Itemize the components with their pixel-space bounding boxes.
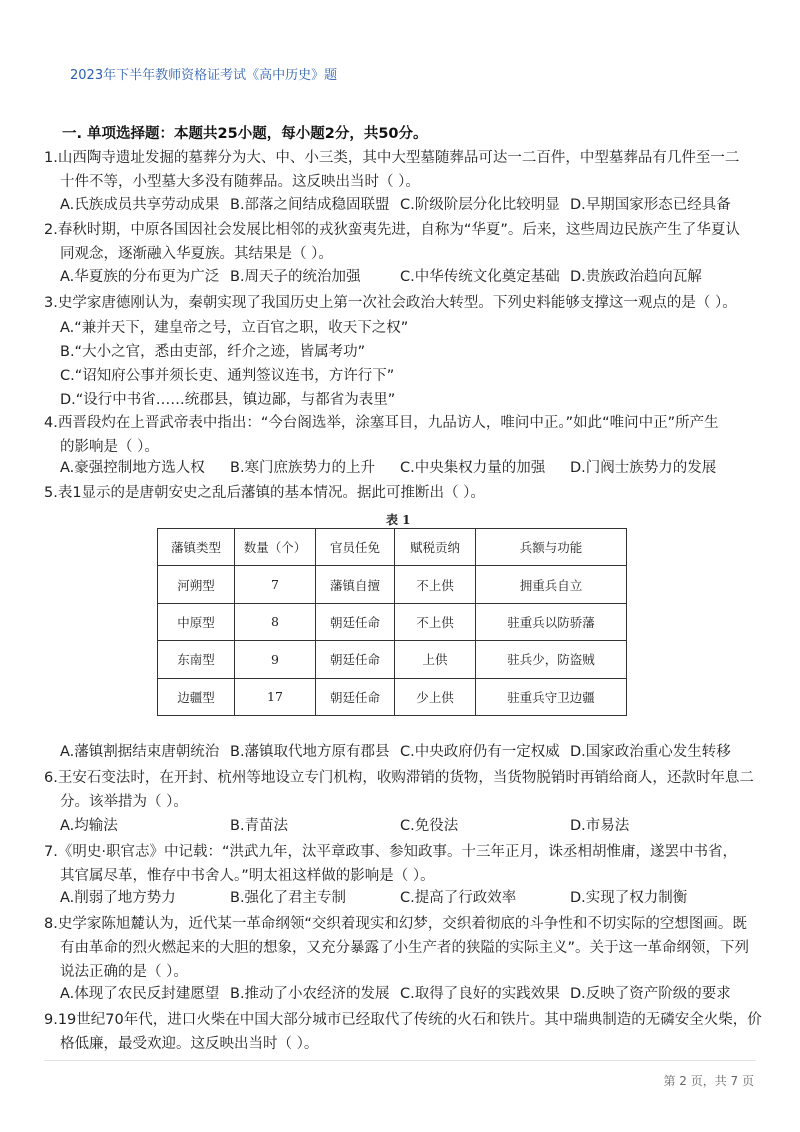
option-d[interactable]: D.门阀士族势力的发展 (570, 460, 717, 476)
option-d[interactable]: D.实现了权力制衡 (570, 890, 688, 906)
page-number: 第 2 页，共 7 页 (663, 1074, 754, 1088)
question-3-options (60, 316, 760, 412)
question-6-line-1: 6.王安石变法时，在开封、杭州等地设立专门机构，收购滞销的货物，当货物脱销时再销给商人，还款时年息二 (44, 770, 754, 786)
option-a[interactable]: A.均输法 (60, 818, 118, 834)
question-6 (44, 766, 754, 814)
table-header-cell: 藩镇类型 (158, 529, 235, 566)
question-1-line-1: 1.山西陶寺遗址发掘的墓葬分为大、中、小三类，其中大型墓随葬品可达一二百件，中型墓葬品有几件至一二 (44, 150, 740, 166)
question-3-line-1: 3.史学家唐德刚认为，秦朝实现了我国历史上第一次社会政治大转型。下列史料能够支撑这一观点的是（ ）。 (44, 295, 737, 311)
table-row (158, 603, 627, 640)
option-d[interactable]: D.市易法 (570, 818, 630, 834)
option-a[interactable]: A.氏族成员共享劳动成果 (60, 197, 220, 213)
table-1 (157, 528, 627, 716)
question-5-options (60, 740, 760, 764)
table-row (158, 641, 627, 678)
table-header-cell: 兵额与功能 (476, 529, 627, 566)
table-cell: 8 (235, 603, 316, 640)
table-row (158, 678, 627, 715)
table-cell: 驻重兵以防骄藩 (476, 603, 627, 640)
option-b[interactable]: B.“大小之官，悉由吏部，纤介之迹，皆属考功” (60, 344, 366, 360)
table-header-cell: 数量（个） (235, 529, 316, 566)
option-c[interactable]: C.提高了行政效率 (400, 890, 517, 906)
question-8-options (60, 982, 760, 1006)
option-a[interactable]: A.体现了农民反封建愿望 (60, 986, 220, 1002)
option-b[interactable]: B.推动了小农经济的发展 (230, 986, 390, 1002)
option-c[interactable]: C.中华传统文化奠定基础 (400, 269, 560, 285)
table-cell: 朝廷任命 (316, 641, 395, 678)
question-8-line-3: 说法正确的是（ ）。 (60, 964, 188, 980)
table-header-cell: 赋税贡纳 (395, 529, 476, 566)
question-8 (44, 912, 749, 984)
question-8-line-2: 有由革命的烈火燃起来的大胆的想象，又充分暴露了小生产者的狭隘的实际主义”。关于这一革命纲领，下列 (60, 940, 750, 956)
option-a[interactable]: A.藩镇割据结束唐朝统治 (60, 744, 220, 760)
question-4-line-2: 的影响是（ ）。 (60, 439, 159, 455)
table-header-cell: 官员任免 (316, 529, 395, 566)
option-a[interactable]: A.削弱了地方势力 (60, 890, 176, 906)
option-d[interactable]: D.国家政治重心发生转移 (570, 744, 731, 760)
table-cell: 藩镇自擅 (316, 566, 395, 603)
question-7 (44, 840, 737, 888)
table-cell: 东南型 (158, 641, 235, 678)
table-cell: 河朔型 (158, 566, 235, 603)
question-1-line-2: 十件不等，小型墓大多没有随葬品。这反映出当时（ ）。 (60, 174, 420, 190)
option-b[interactable]: B.强化了君主专制 (230, 890, 347, 906)
option-b[interactable]: B.部落之间结成稳固联盟 (230, 197, 390, 213)
question-7-options (60, 886, 760, 910)
table-cell: 驻重兵守卫边疆 (476, 678, 627, 715)
option-d[interactable]: D.早期国家形态已经具备 (570, 197, 731, 213)
question-9 (44, 1008, 762, 1056)
option-c[interactable]: C.中央集权力量的加强 (400, 460, 546, 476)
document-header: 2023年下半年教师资格证考试《高中历史》题 (70, 68, 338, 83)
question-6-line-2: 分。该举措为（ ）。 (60, 794, 188, 810)
option-c[interactable]: C.“诏知府公事并须长吏、通判签议连书，方许行下” (60, 368, 395, 384)
option-c[interactable]: C.中央政府仍有一定权威 (400, 744, 560, 760)
question-7-line-1: 7.《明史·职官志》中记载：“洪武九年，汰平章政事、参知政事。十三年正月，诛丞相胡惟庸，遂罢中书省， (44, 844, 737, 860)
option-b[interactable]: B.青苗法 (230, 818, 289, 834)
table-cell: 17 (235, 678, 316, 715)
question-4-line-1: 4.西晋段灼在上晋武帝表中指出：“今台阁选举，涂塞耳目，九品访人，唯问中正。”如此“唯问中正”所产生 (44, 415, 719, 431)
option-c[interactable]: C.阶级阶层分化比较明显 (400, 197, 560, 213)
table-header-row (158, 529, 627, 566)
question-3 (44, 291, 737, 315)
question-1-options (60, 193, 760, 217)
question-9-line-1: 9.19世纪70年代，进口火柴在中国大部分城市已经取代了传统的火石和铁片。其中瑞典制造的无磷安全火柴，价 (44, 1012, 762, 1028)
table-cell: 中原型 (158, 603, 235, 640)
question-8-line-1: 8.史学家陈旭麓认为，近代某一革命纲领“交织着现实和幻梦，交织着彻底的斗争性和不切实际的空想图画。既 (44, 916, 747, 932)
table-cell: 朝廷任命 (316, 678, 395, 715)
table-cell: 不上供 (395, 603, 476, 640)
option-d[interactable]: D.反映了资产阶级的要求 (570, 986, 731, 1002)
question-1 (44, 146, 739, 194)
option-b[interactable]: B.寒门庶族势力的上升 (230, 460, 376, 476)
table-cell: 9 (235, 641, 316, 678)
option-c[interactable]: C.取得了良好的实践效果 (400, 986, 560, 1002)
table-cell: 边疆型 (158, 678, 235, 715)
question-5 (44, 481, 485, 505)
question-2-line-1: 2.春秋时期，中原各国因社会发展比相邻的戎狄蛮夷先进，自称为“华夏”。后来，这些周边民族产生了华夏认 (44, 222, 740, 238)
table-cell: 7 (235, 566, 316, 603)
question-2-options (60, 265, 760, 289)
option-a[interactable]: A.豪强控制地方选人权 (60, 460, 205, 476)
table-caption: 表 1 (386, 513, 411, 527)
question-4-options (60, 456, 760, 480)
option-d[interactable]: D.贵族政治趋向瓦解 (570, 269, 702, 285)
option-b[interactable]: B.周天子的统治加强 (230, 269, 361, 285)
question-5-line-1: 5.表1显示的是唐朝安史之乱后藩镇的基本情况。据此可推断出（ ）。 (44, 485, 485, 501)
option-c[interactable]: C.免役法 (400, 818, 459, 834)
question-7-line-2: 其官属尽革，惟存中书舍人。”明太祖这样做的影响是（ ）。 (60, 868, 435, 884)
table-cell: 不上供 (395, 566, 476, 603)
table-cell: 少上供 (395, 678, 476, 715)
footer-divider (44, 1060, 756, 1061)
question-2 (44, 218, 740, 266)
table-cell: 上供 (395, 641, 476, 678)
option-b[interactable]: B.藩镇取代地方原有郡县 (230, 744, 390, 760)
option-a[interactable]: A.华夏族的分布更为广泛 (60, 269, 220, 285)
table-cell: 朝廷任命 (316, 603, 395, 640)
option-a[interactable]: A.“兼并天下，建皇帝之号，立百官之职，收天下之权” (60, 320, 409, 336)
question-2-line-2: 同观念，逐渐融入华夏族。其结果是（ ）。 (60, 246, 333, 262)
question-6-options (60, 814, 760, 838)
table-row (158, 566, 627, 603)
table-cell: 驻兵少，防盗贼 (476, 641, 627, 678)
table-cell: 拥重兵自立 (476, 566, 627, 603)
option-d[interactable]: D.“设行中书省……统郡县，镇边鄙，与都省为表里” (60, 392, 396, 408)
section-title: 一. 单项选择题：本题共25小题，每小题2分，共50分。 (62, 126, 428, 142)
question-4 (44, 411, 719, 459)
question-9-line-2: 格低廉，最受欢迎。这反映出当时（ ）。 (60, 1036, 319, 1052)
